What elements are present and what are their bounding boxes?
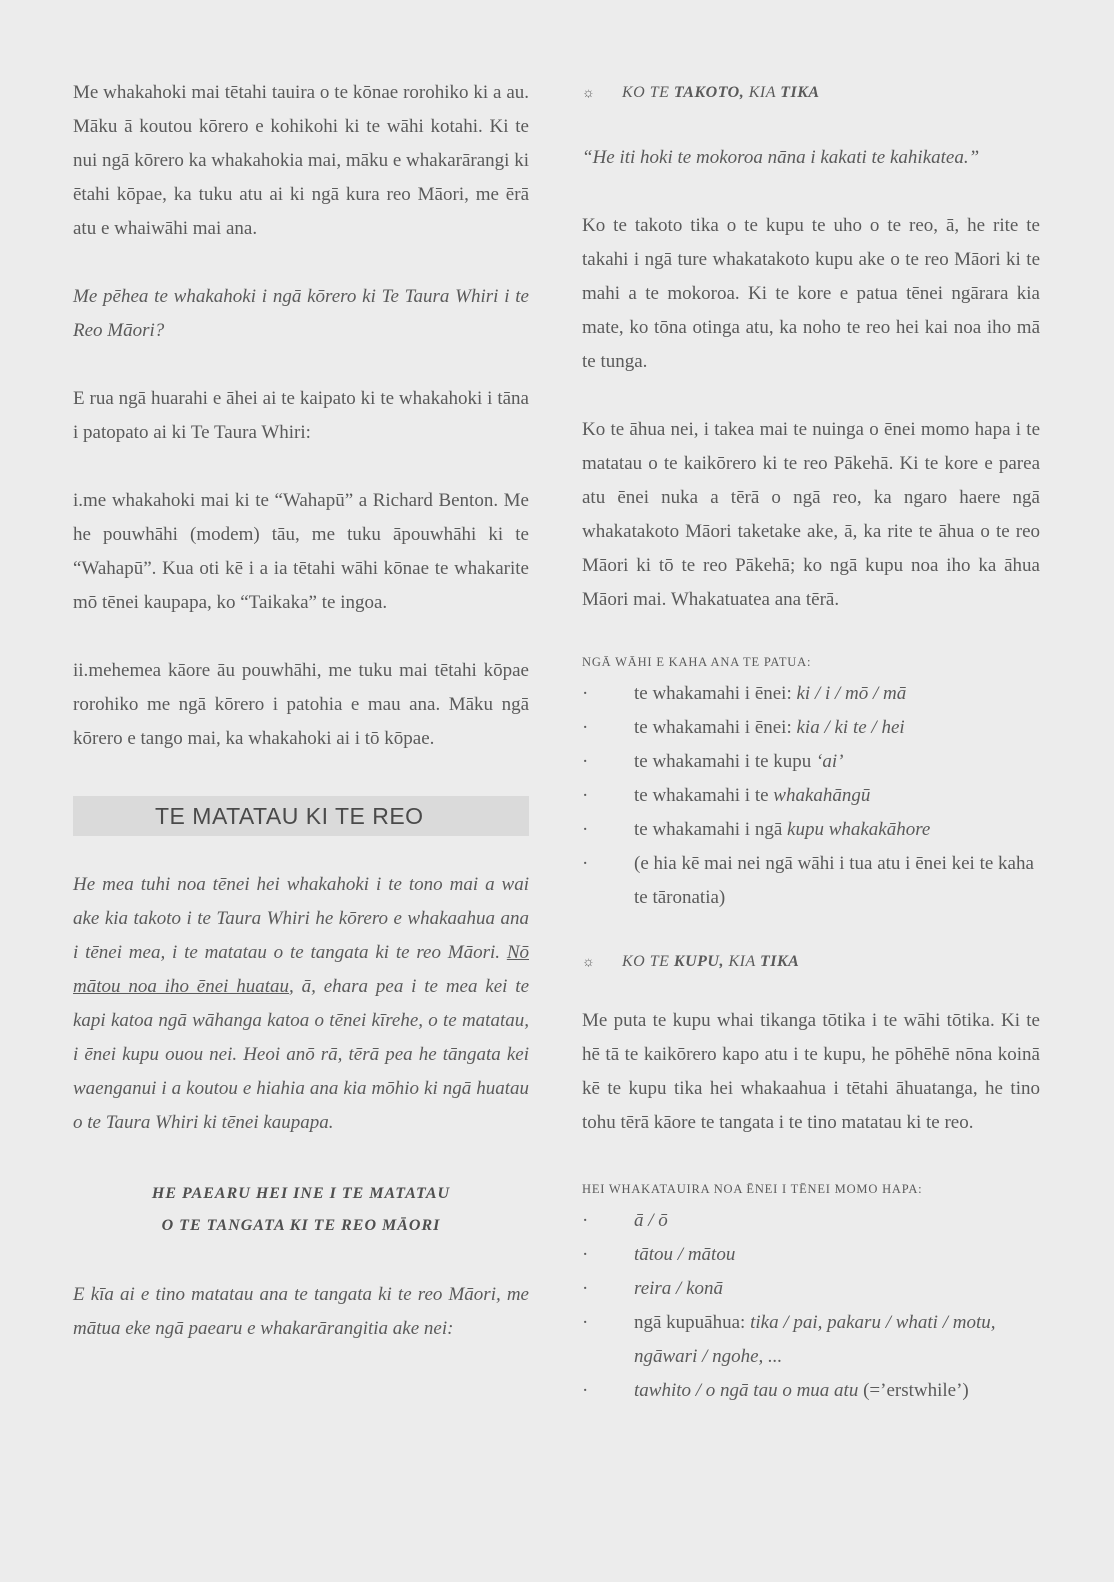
item-number: ii. xyxy=(73,660,89,681)
method-item-2 xyxy=(73,654,529,756)
item-text: me whakahoki mai ki te “Wahapū” a Richard Benton. Me he pouwhāhi (modem) tāu, me tuku āpouwhāhi ki te “Wahapū”. Kua oti kē i a ia tētahi wāhi kōnae te whakarite mō tēnei kaupapa, ko “Taikaka” te ingoa. xyxy=(73,490,529,613)
item-number: i. xyxy=(73,490,84,511)
intro-paragraph: Me whakahoki mai tētahi tauira o te kōnae rorohiko ki a au. Māku ā koutou kōrero e kohikohi ki te wāhi kotahi. Ki te nui ngā kōrero ka whakahokia mai, māku e whakarārangi ki ētahi kōpae, ka tuku atu ai ki ngā kura reo Māori, me ērā atu e whaiwāhi mai ana. xyxy=(73,82,529,239)
list-item: · ā / ō xyxy=(582,1210,668,1231)
explanation-text-cont: , ā, ehara pea i te mea kei te kapi katoa ngā wāhanga katoa o tēnei kīrehe, o te matatau, i ēnei kupu ouou nei. Heoi anō rā, tērā pea he tāngata kei waenganui i a koutou e hiahia ana kia mōhio ki ngā huatau o te Taura Whiri ki tēnei kaupapa. xyxy=(73,976,529,1133)
criteria-heading-line-2: O TE TANGATA KI TE REO MĀORI xyxy=(161,1217,441,1234)
methods-paragraph: E rua ngā huarahi e āhei ai te kaipato ki te whakahoki i tāna i patopato ai ki Te Taura Whiri: xyxy=(73,388,529,443)
examples-label: HEI WHAKATAUIRA NOA ĒNEI I TĒNEI MOMO HAPA: xyxy=(582,1182,923,1196)
left-column xyxy=(73,76,529,1346)
sun-icon: ☼ xyxy=(582,955,596,970)
method-item-1 xyxy=(73,484,529,620)
proverb-quote: “He iti hoki te mokoroa nāna i kakati te kahikatea.” xyxy=(582,147,980,168)
list-item: · te whakamahi i ēnei: kia / ki te / hei xyxy=(582,717,905,738)
list-item: · tātou / mātou xyxy=(582,1244,736,1265)
underlined-phrase: Nō mātou noa iho ēnei huatau xyxy=(73,942,529,997)
question-paragraph: Me pēhea te whakahoki i ngā kōrero ki Te Taura Whiri i te Reo Māori? xyxy=(73,286,529,341)
weak-areas-label: NGĀ WĀHI E KAHA ANA TE PATUA: xyxy=(582,655,812,669)
explanation-paragraph xyxy=(73,868,529,1140)
explanation-text: He mea tuhi noa tēnei hei whakahoki i te tono mai a wai ake kia takoto i te Taura Whiri he kōrero e whakaahua ana i tēnei mea, i te matatau o te tangata ki te reo Māori. xyxy=(73,874,529,963)
criteria-intro-paragraph: E kīa ai e tino matatau ana te tangata ki te reo Māori, me mātua eke ngā paearu e whakarārangitia ake nei: xyxy=(73,1284,529,1339)
list-item: · ngā kupuāhua: tika / pai, pakaru / whati / motu, ngāwari / ngohe, ... xyxy=(582,1312,996,1367)
criteria-heading-line-1: HE PAEARU HEI INE I TE MATATAU xyxy=(151,1185,451,1202)
section-banner: TE MATATAU KI TE REO xyxy=(73,796,529,836)
list-item: · tawhito / o ngā tau o mua atu (=’erstwhile’) xyxy=(582,1380,969,1401)
list-item: · te whakamahi i te kupu ‘ai’ xyxy=(582,751,844,772)
item-text: mehemea kāore āu pouwhāhi, me tuku mai tētahi kōpae rorohiko me ngā kōrero i patohia e mau ana. Māku ngā kōrero e tango mai, ka whakahoki ai i tō kōpae. xyxy=(73,660,529,749)
list-item: · (e hia kē mai nei ngā wāhi i tua atu i ēnei kei te kaha te tāronatia) xyxy=(582,853,1034,908)
takoto-paragraph: Ko te takoto tika o te kupu te uho o te reo, ā, he rite te takahi i ngā ture whakatakoto kupu ake o te reo Māori ki te mahi a te mokoroa. Ki te kore e patua tēnei ngārara kia mate, ko tōna otinga atu, ka noho te reo hei kai noa iho mā te tunga. xyxy=(582,215,1040,372)
list-item: · te whakamahi i te whakahāngū xyxy=(582,785,871,806)
list-item: · te whakamahi i ēnei: ki / i / mō / mā xyxy=(582,683,907,704)
origin-paragraph: Ko te āhua nei, i takea mai te nuinga o ēnei momo hapa i te matatau o te kaikōrero ki te reo Pākehā. Ki te kore e parea atu ēnei nuka a tērā o ngā reo, ka ngaro haere ngā whakatakoto Māori taketake ake, ā, ka rite te āhua o te reo Māori ki tō te reo Pākehā; ko ngā kupu noa iho ka āhua Māori mai. Whakatuatea ana tērā. xyxy=(582,419,1040,610)
list-item: · reira / konā xyxy=(582,1278,724,1299)
takoto-heading: ☼ KO TE TAKOTO, KIA TIKA xyxy=(582,76,1040,111)
right-column xyxy=(582,76,1040,1408)
kupu-paragraph: Me puta te kupu whai tikanga tōtika i te wāhi tōtika. Ki te hē tā te kaikōrero kapo atu i te kupu, he pōhēhē nōna koinā kē te kupu tika hei whakaahua i tētahi āhuatanga, he tino tohu tērā kāore te tangata i te tino matatau ki te reo. xyxy=(582,1010,1040,1133)
sun-icon: ☼ xyxy=(582,86,596,101)
list-item: · te whakamahi i ngā kupu whakakāhore xyxy=(582,819,931,840)
kupu-heading: ☼ KO TE KUPU, KIA TIKA xyxy=(582,945,1040,980)
